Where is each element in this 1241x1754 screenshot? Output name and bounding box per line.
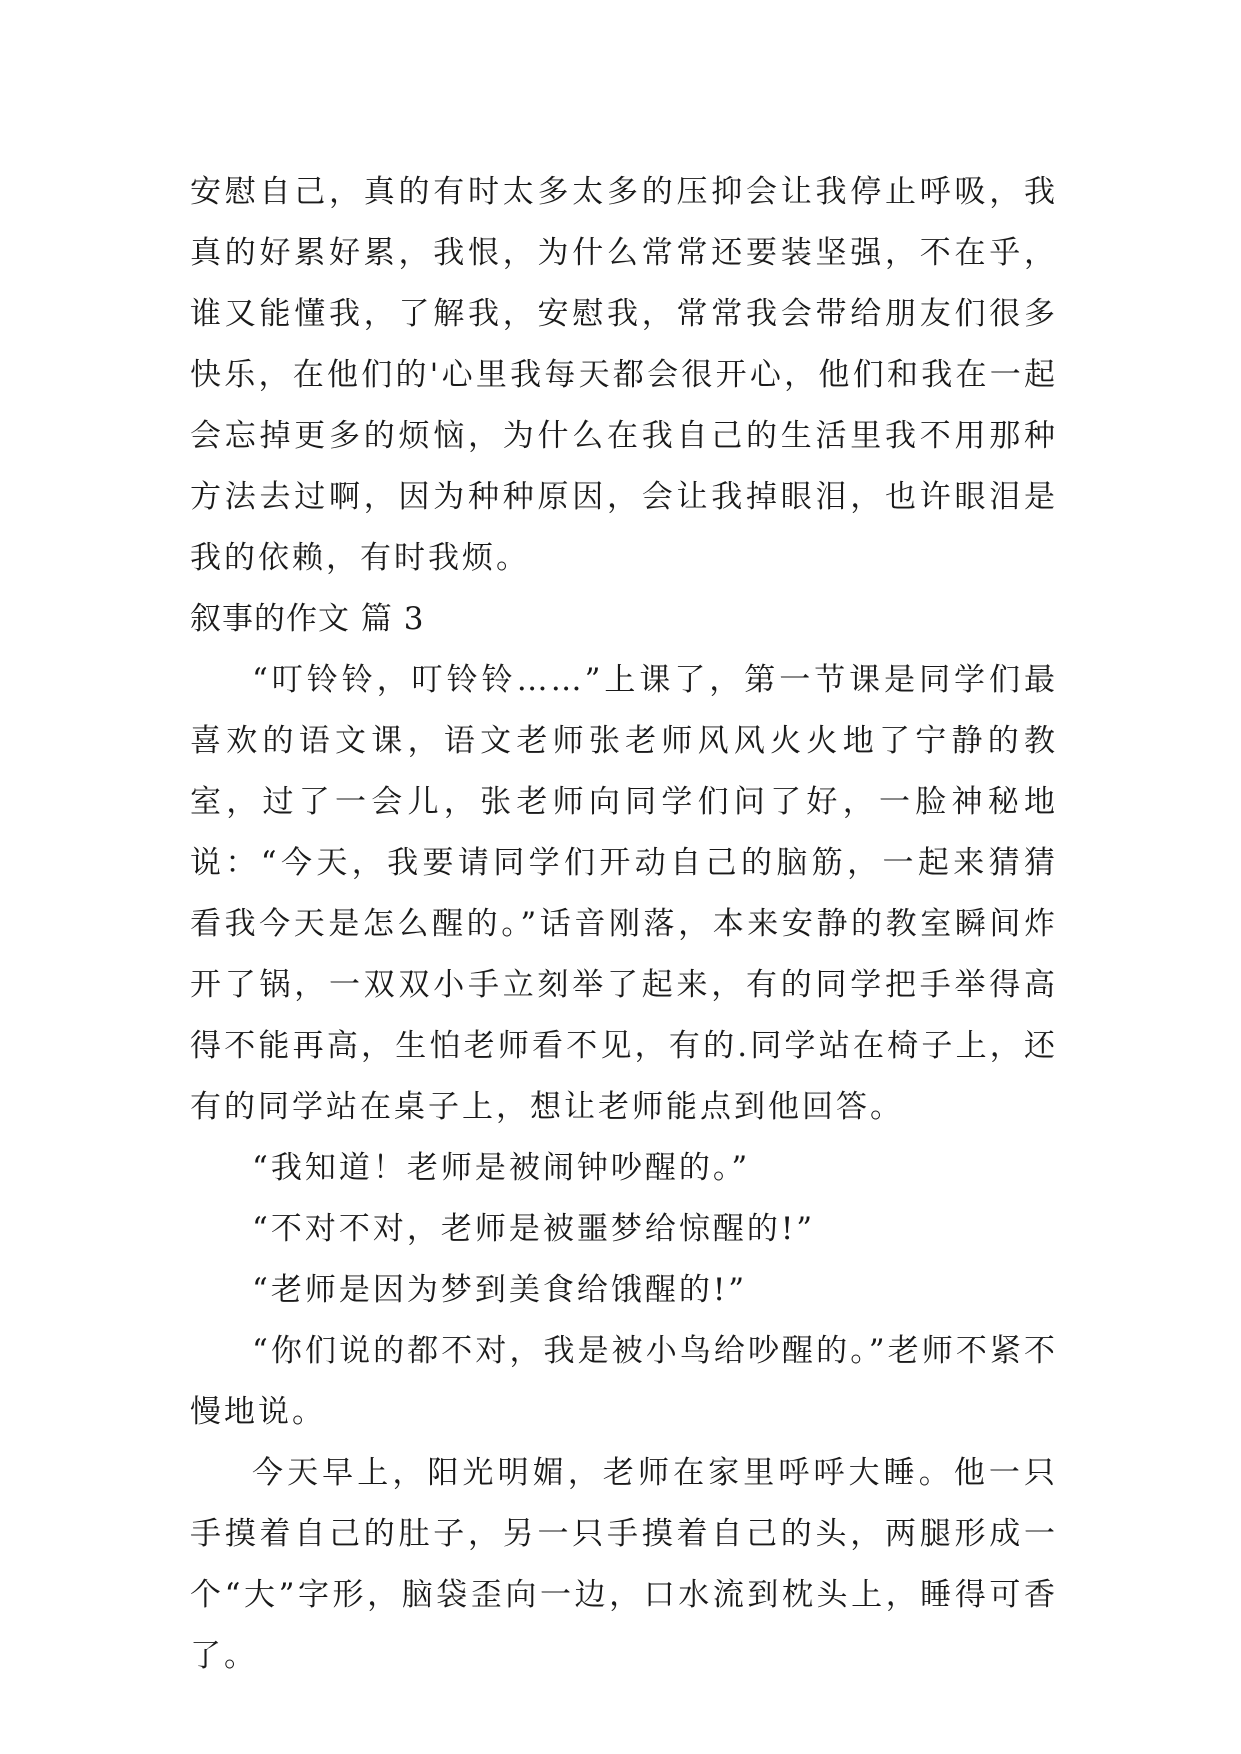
dialogue-line-3: “老师是因为梦到美食给饿醒的!” (252, 1272, 748, 1308)
paragraph-1: 安慰自己，真的有时太多太多的压抑会让我停止呼吸，我真的好累好累，我恨，为什么常常还要装坚强，不在乎，谁又能懂我，了解我，安慰我，常常我会带给朋友们很多快乐，在他们的'心里我每天都会很开心，他们和我在一起会忘掉更多的烦恼，为什么在我自己的生活里我不用那种方法去过啊，因为种种原因，会让我掉眼泪，也许眼泪是我的依赖，有时我烦。 (190, 174, 1058, 576)
document-body (190, 162, 1058, 1687)
dialogue-line-1: “我知道！老师是被闹钟吵醒的。” (252, 1150, 751, 1186)
dialogue-line-4: “你们说的都不对，我是被小鸟给吵醒的。”老师不紧不慢地说。 (190, 1333, 1058, 1430)
paragraph-3: 今天早上，阳光明媚，老师在家里呼呼大睡。他一只手摸着自己的肚子，另一只手摸着自己的头，两腿形成一个“大”字形，脑袋歪向一边，口水流到枕头上，睡得可香了。 (190, 1455, 1058, 1674)
paragraph-2: “叮铃铃，叮铃铃……”上课了，第一节课是同学们最喜欢的语文课，语文老师张老师风风火火地了宁静的教室，过了一会儿，张老师向同学们问了好，一脸神秘地说：“今天，我要请同学们开动自己的脑筋，一起来猜猜看我今天是怎么醒的。”话音刚落，本来安静的教室瞬间炸开了锅，一双双小手立刻举了起来，有的同学把手举得高得不能再高，生怕老师看不见，有的.同学站在椅子上，还有的同学站在桌子上，想让老师能点到他回答。 (190, 662, 1058, 1125)
section-heading: 叙事的作文 篇 3 (190, 601, 425, 637)
dialogue-line-2: “不对不对，老师是被噩梦给惊醒的!” (252, 1211, 816, 1247)
